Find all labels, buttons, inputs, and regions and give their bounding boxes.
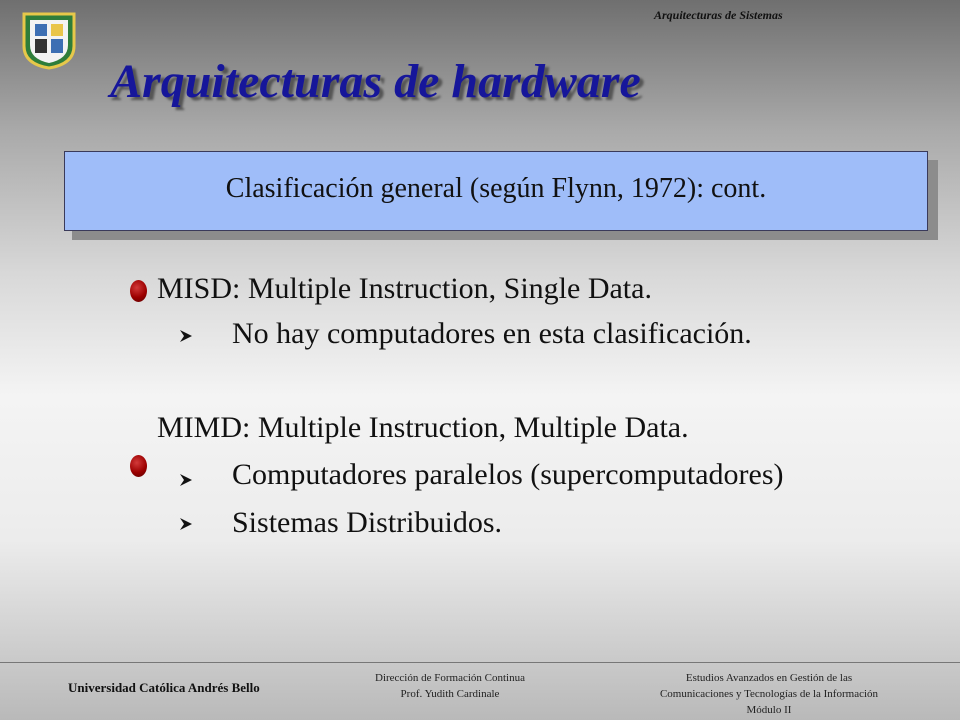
heading-box-text: Clasificación general (según Flynn, 1972): cont.	[225, 173, 767, 204]
red-circle-bullet-icon	[130, 455, 147, 477]
arrowhead-bullet-icon	[180, 330, 192, 342]
heading-box	[64, 151, 928, 231]
course-title: Arquitecturas de Sistemas	[654, 8, 783, 22]
arrowhead-bullet-icon	[180, 518, 192, 530]
footer-middle	[330, 670, 570, 702]
red-circle-bullet-icon	[130, 280, 147, 302]
list-item-mimd: MIMD: Multiple Instruction, Multiple Data.	[157, 411, 689, 444]
list-item-mimd-distributed: Sistemas Distribuidos.	[232, 506, 503, 539]
footer-divider	[0, 662, 960, 663]
footer-right-line1: Estudios Avanzados en Gestión de las	[685, 672, 853, 684]
footer-mid-line1: Dirección de Formación Continua	[375, 672, 525, 684]
footer-university: Universidad Católica Andrés Bello	[68, 680, 260, 695]
footer-mid-line2: Prof. Yudith Cardinale	[400, 688, 500, 700]
slide-title: Arquitecturas de hardware	[110, 55, 641, 108]
footer-right	[624, 670, 914, 718]
footer-right-line2: Comunicaciones y Tecnologías de la Información	[659, 688, 879, 700]
list-item-mimd-parallel: Computadores paralelos (supercomputadores)	[232, 458, 784, 491]
list-item-misd-detail: No hay computadores en esta clasificación.	[232, 317, 752, 350]
university-logo-icon	[22, 12, 76, 70]
arrowhead-bullet-icon	[180, 474, 192, 486]
footer-right-line3: Módulo II	[746, 704, 792, 716]
list-item-misd: MISD: Multiple Instruction, Single Data.	[157, 272, 652, 305]
